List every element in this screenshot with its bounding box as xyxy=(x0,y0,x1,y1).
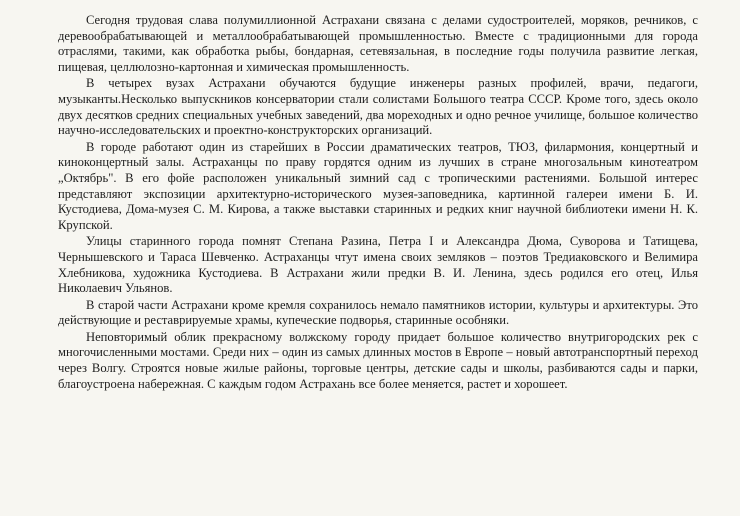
paragraph-industry: Сегодня трудовая слава полумиллионной Астрахани связана с делами судостроителей, моряков, речников, с деревообрабатывающей и металлообрабатывающей промышленностью. Вместе с традиционными для города отраслями, такими, как обработка рыбы, бондарная, сетевязальная, в последние годы получила развитие легкая, пищевая, целлюлозно-картонная и химическая промышленность. xyxy=(58,13,698,74)
paragraph-culture: В городе работают один из старейших в России драматических театров, ТЮЗ, филармония, концертный и киноконцертный залы. Астраханцы по праву гордятся одним из лучших в стране многозальным кинотеатром „Октябрь". В его фойе расположен уникальный зимний сад с тропическими растениями. Большой интерес представляют экспозиции архитектурно-исторического музея-заповедника, картинной галереи имени Б. И. Кустодиева, Дома-музея С. М. Кирова, а также выставки старинных и редких книг научной библиотеки имени Н. К. Крупской. xyxy=(58,139,698,232)
article-text xyxy=(58,13,698,393)
paragraph-old-town: В старой части Астрахани кроме кремля сохранилось немало памятников истории, культуры и архитектуры. Это действующие и реставрируемые храмы, купеческие подворья, старинные особняки. xyxy=(58,297,698,328)
paragraph-city-today: Неповторимый облик прекрасному волжскому городу придает большое количество внутригородских рек с многочисленными мостами. Среди них – один из самых длинных мостов в Европе – новый автотранспортный переход через Волгу. Строятся новые жилые районы, торговые центры, детские сады и школы, разбиваются сады и парки, благоустроена набережная. С каждым годом Астрахань все более меняется, растет и хорошеет. xyxy=(58,329,698,391)
paragraph-history: Улицы старинного города помнят Степана Разина, Петра I и Александра Дюма, Суворова и Татищева, Чернышевского и Тараса Шевченко. Астраханцы чтут имена своих земляков – поэтов Тредиаковского и Велимира Хлебникова, художника Кустодиева. В Астрахани жили предки В. И. Ленина, здесь родился его отец, Илья Николаевич Ульянов. xyxy=(58,234,698,296)
paragraph-education: В четырех вузах Астрахани обучаются будущие инженеры разных профилей, врачи, педагоги, музыканты.Несколько выпускников консерватории стали солистами Большого театра СССР. Кроме того, здесь около двух десятков средних специальных учебных заведений, два мореходных и одно речное училище, большое количество научно-исследовательских и проектно-конструкторских организаций. xyxy=(58,76,698,138)
